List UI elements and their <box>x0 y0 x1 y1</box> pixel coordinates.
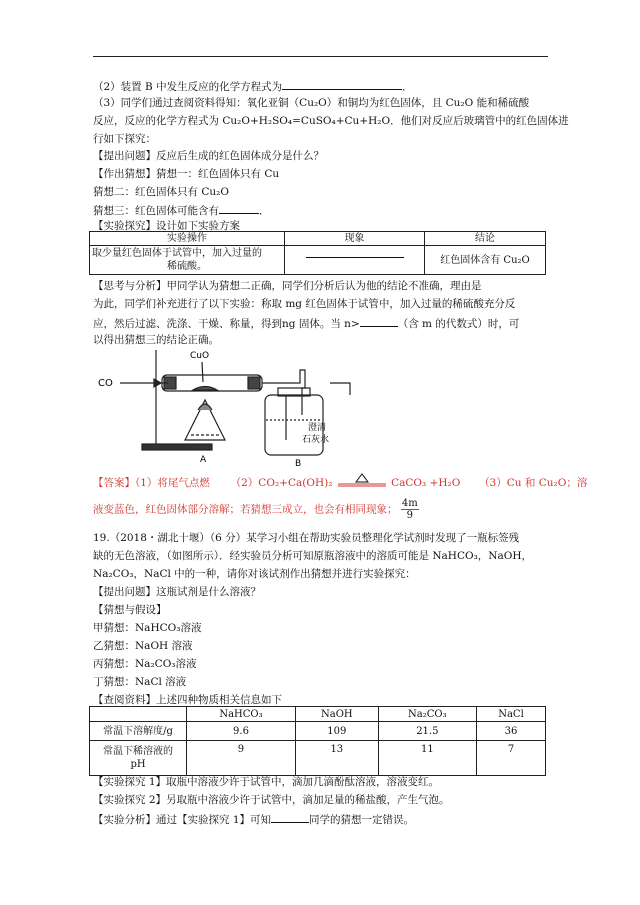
header-cell: Na₂CO₃ <box>378 707 476 722</box>
q19-info-label: 【查阅资料】上述四种物质相关信息如下 <box>93 694 282 706</box>
stand-base <box>142 444 212 450</box>
value-cell: 9 <box>187 741 296 776</box>
reflect-line-1 <box>93 279 482 293</box>
answer-blank <box>306 246 404 258</box>
co-label: CO <box>98 378 113 389</box>
cuo-label: CuO <box>190 351 210 361</box>
value-cell: 11 <box>378 741 476 776</box>
value-cell: 9.6 <box>187 722 296 741</box>
header-cell <box>90 707 187 722</box>
guess-2: 猜想二：红色固体只有 Cu₂O <box>93 186 229 198</box>
answer-text: 液变蓝色，红色固体部分溶解；若猜想三成立，也会有相同现象； <box>93 503 398 516</box>
answer-blank <box>360 315 398 327</box>
table-row <box>90 722 546 741</box>
answer-line-1 <box>93 476 587 490</box>
experiment-table <box>89 231 546 275</box>
operation-line: 稀硫酸。 <box>167 261 207 272</box>
guess-label: 【作出猜想】猜想一：红色固体只有 Cu <box>93 168 280 180</box>
answer-text: （3）Cu 和 Cu₂O；溶 <box>479 477 588 489</box>
fraction-denominator: 9 <box>406 510 413 521</box>
label-b: B <box>295 459 302 469</box>
reflect-line-3 <box>93 315 519 331</box>
table-header-row <box>90 232 546 246</box>
value-cell: 109 <box>295 722 378 741</box>
row-label <box>90 741 187 776</box>
hypothesis-ding: 丁猜想：NaCl 溶液 <box>93 676 187 688</box>
cuo-powder <box>193 387 217 391</box>
hypothesis-bing: 丙猜想：Na₂CO₃溶液 <box>93 658 197 670</box>
heat-arrow <box>336 476 388 490</box>
analysis-text: 【实验分析】通过【实验探究 1】可知 <box>93 814 272 826</box>
row-label-line: 常温下稀溶液的 <box>103 746 173 757</box>
header-rule <box>93 56 548 57</box>
header-cell: 现象 <box>285 232 425 246</box>
conclusion-cell: 红色固体含有 Cu₂O <box>425 246 546 275</box>
header-cell: 实验操作 <box>90 232 285 246</box>
analysis-line <box>93 811 414 827</box>
q19-line-2: 缺的无色溶液，（如图所示）．经实验员分析可知原瓶溶液中的溶质可能是 NaHCO₃，NaOH， <box>93 550 533 562</box>
value-cell: 13 <box>295 741 378 776</box>
value-cell: 21.5 <box>378 722 476 741</box>
operation-line: 取少量红色固体于试管中，加入过量的 <box>92 248 262 259</box>
question-label: 【提出问题】反应后生成的红色固体成分是什么？ <box>93 150 324 162</box>
table-header-row <box>90 707 546 722</box>
header-cell: NaHCO₃ <box>187 707 296 722</box>
q19-line-3: Na₂CO₃，NaCl 中的一种，请你对该试剂作出猜想并进行实验探究： <box>93 568 416 580</box>
answer-line-2 <box>93 498 419 521</box>
value-cell: 36 <box>477 722 546 741</box>
q19-line-1: 19.（2018・湖北十堰）（6 分）某学习小组在帮助实验员整理化学试剂时发现了一瓶标签残 <box>93 532 520 544</box>
experiment-label: 【实验探究】设计如下实验方案 <box>93 220 240 232</box>
hypothesis-jia: 甲猜想：NaHCO₃溶液 <box>93 622 202 634</box>
answer-text: （2）CO₂+Ca(OH)₂ <box>230 477 333 489</box>
row-label: 常温下溶解度/g <box>90 722 187 741</box>
properties-table <box>89 706 546 776</box>
q2-line: （2）装置 B 中发生反应的化学方程式为 ． <box>93 78 413 94</box>
q3-line-3: 行如下探究： <box>93 133 156 145</box>
row-label-line: pH <box>130 759 146 770</box>
hypothesis-yi: 乙猜想：NaOH 溶液 <box>93 640 193 652</box>
experiment-1: 【实验探究 1】取瓶中溶液少许于试管中，滴加几滴酚酞溶液，溶液变红。 <box>93 776 440 788</box>
guess-3-line: 猜想三：红色固体可能含有 ． <box>93 202 270 218</box>
q3-line-2: 反应，反应的化学方程式为 Cu₂O+H₂SO₄=CuSO₄+Cu+H₂O．他们对反应后玻璃管中的红色固体进 <box>93 115 569 127</box>
answer-text: 【答案】（1）将尾气点燃 <box>93 477 210 489</box>
experiment-2: 【实验探究 2】另取瓶中溶液少许于试管中，滴加足量的稀盐酸，产生气泡。 <box>93 794 450 806</box>
answer-fraction <box>401 498 419 521</box>
answer-blank <box>282 78 402 90</box>
value-cell: 7 <box>477 741 546 776</box>
operation-cell <box>90 246 285 275</box>
q3-line-1: （3）同学们通过查阅资料得知：氧化亚铜（Cu₂O）和铜均为红色固体，且 Cu₂O 能和稀硫酸 <box>93 97 530 109</box>
limewater-label: 石灰水 <box>302 435 330 445</box>
reflect-text: 【思考与分析】甲同学认为猜想二正确，同学们分析后认为他的结论不准确，理由是 <box>93 280 482 292</box>
reflect-line-4: 以得出猜想三的结论正确。 <box>93 334 219 346</box>
header-cell: 结论 <box>425 232 546 246</box>
table-row <box>90 246 546 275</box>
answer-blank <box>271 811 309 823</box>
answer-text: CaCO₃ +H₂O <box>391 477 461 489</box>
header-cell: NaOH <box>295 707 378 722</box>
header-cell: NaCl <box>477 707 546 722</box>
label-a: A <box>200 455 207 465</box>
analysis-text: 同学的猜想一定错误。 <box>309 814 415 826</box>
fraction-numerator: 4m <box>401 498 418 509</box>
q2-text: （2）装置 B 中发生反应的化学方程式为 <box>93 81 283 93</box>
table-row <box>90 741 546 776</box>
phenomenon-cell <box>285 246 425 275</box>
q19-hypothesis-label: 【猜想与假设】 <box>93 604 167 616</box>
reflect-line-2: 为此，同学们补充进行了以下实验：称取 mg 红色固体于试管中，加入过量的稀硫酸充分反 <box>93 298 516 310</box>
reflect-text: 应，然后过滤、洗涤、干燥、称量，得到ng 固体。当 n> <box>93 318 360 330</box>
reflect-text: （含 m 的代数式）时，可 <box>397 318 520 330</box>
q19-question: 【提出问题】这瓶试剂是什么溶液？ <box>93 586 261 598</box>
apparatus-diagram <box>90 340 450 470</box>
limewater-label: 澄清 <box>308 423 327 433</box>
answer-blank <box>219 202 259 214</box>
guess-3: 猜想三：红色固体可能含有 <box>93 205 219 217</box>
